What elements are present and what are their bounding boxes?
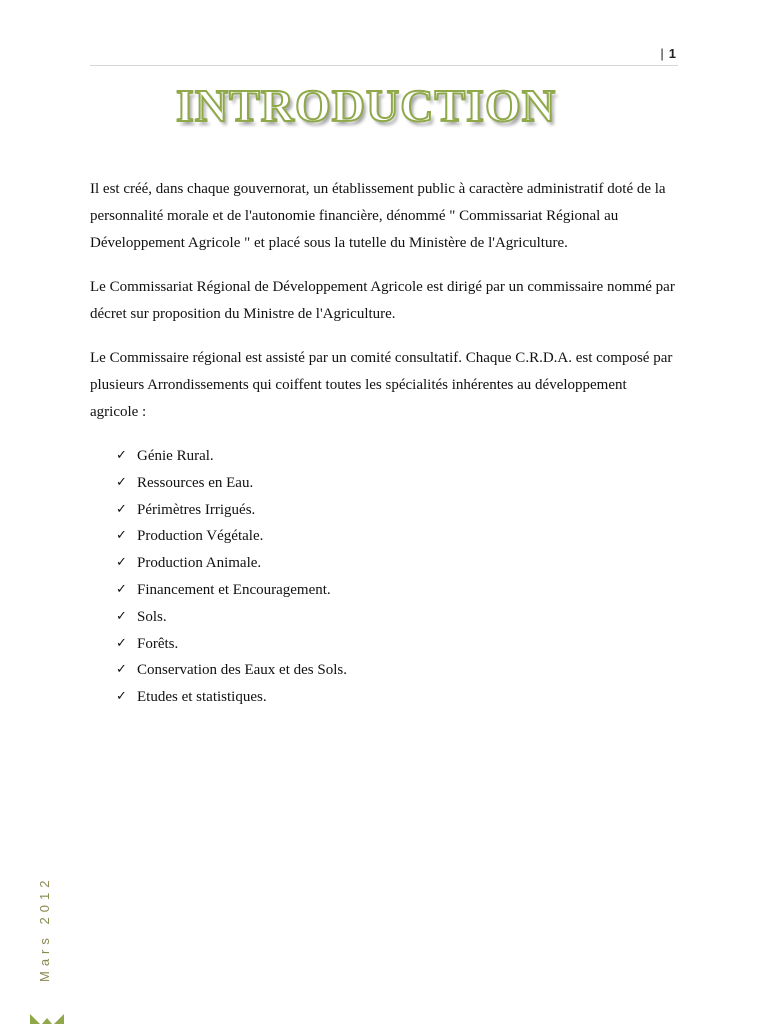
list-item <box>116 684 678 711</box>
list-item <box>116 523 678 550</box>
document-body <box>90 176 678 711</box>
list-item-label: Génie Rural. <box>137 448 214 464</box>
title-block <box>176 78 596 138</box>
list-item-label: Production Végétale. <box>137 528 264 545</box>
check-icon: ✓ <box>116 608 127 624</box>
check-icon: ✓ <box>116 662 127 678</box>
list-item <box>116 550 678 577</box>
page-title: INTRODUCTION <box>176 80 557 131</box>
check-icon: ✓ <box>116 689 127 705</box>
paragraph-crda-creation: Il est créé, dans chaque gouvernorat, un établissement public à caractère administratif doté de la personnalité morale et de l'autonomie financière, dénommé " Commissariat Régional au Développement Agricole " et placé sous la tutelle du Ministère de l'Agriculture. <box>90 181 666 251</box>
list-item-label: Etudes et statistiques. <box>137 689 267 706</box>
check-icon: ✓ <box>116 555 127 571</box>
list-item-label: Ressources en Eau. <box>137 474 254 491</box>
list-item <box>116 577 678 604</box>
check-icon: ✓ <box>116 635 127 651</box>
page-number <box>660 46 676 61</box>
check-icon: ✓ <box>116 528 127 544</box>
list-item-label: Sols. <box>137 608 167 625</box>
check-icon: ✓ <box>116 501 127 517</box>
corner-ornament-icon <box>30 1014 64 1024</box>
list-item <box>116 604 678 631</box>
check-icon: ✓ <box>116 448 127 463</box>
list-item-label: Périmètres Irrigués. <box>137 501 256 518</box>
check-icon: ✓ <box>116 581 127 597</box>
list-item-label: Financement et Encouragement. <box>137 581 331 598</box>
page-number-value: 1 <box>668 46 676 61</box>
list-item-label: Forêts. <box>137 635 179 652</box>
list-item <box>116 631 678 658</box>
list-item <box>116 497 678 524</box>
check-icon: ✓ <box>116 474 127 490</box>
page-header <box>90 44 678 66</box>
specialties-checklist <box>90 443 678 711</box>
side-date: Mars 2012 <box>37 875 52 982</box>
list-item-label: Conservation des Eaux et des Sols. <box>137 662 347 679</box>
paragraph-crda-composition: Le Commissaire régional est assisté par un comité consultatif. Chaque C.R.D.A. est composé par plusieurs Arrondissements qui coiffent toutes les spécialités inhérentes au développement agricole : <box>90 350 673 420</box>
list-item-label: Production Animale. <box>137 555 262 572</box>
paragraph-crda-direction: Le Commissariat Régional de Développement Agricole est dirigé par un commissaire nommé par décret sur proposition du Ministre de l'Agriculture. <box>90 279 675 322</box>
list-item <box>116 657 678 684</box>
list-item <box>116 443 678 470</box>
page-number-separator: | <box>660 46 664 61</box>
list-item <box>116 470 678 497</box>
